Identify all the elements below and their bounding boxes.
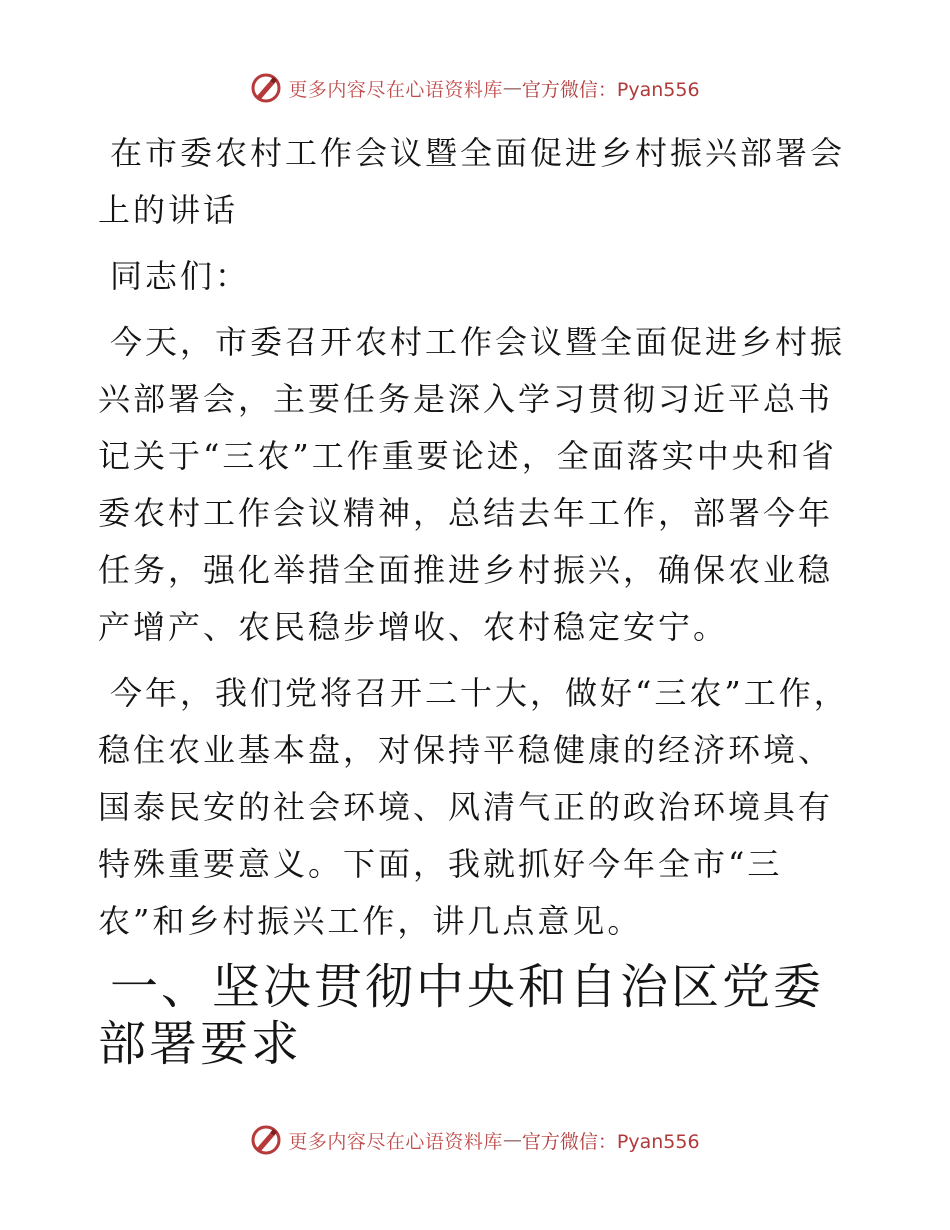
footer-watermark <box>0 1124 950 1156</box>
pen-logo-icon <box>250 1124 282 1156</box>
watermark-separator: — <box>502 1129 522 1151</box>
document-body <box>98 125 850 1073</box>
paragraph-significance: 今年，我们党将召开二十大，做好“三农”工作，稳住农业基本盘，对保持平稳健康的经济环境、国泰民安的社会环境、风清气正的政治环境具有特殊重要意义。下面，我就抓好今年全市“三农”和乡村振兴工作，讲几点意见。 <box>98 674 849 940</box>
header-watermark <box>0 72 950 104</box>
watermark-site-text: 更多内容尽在心语资料库 <box>288 1130 503 1153</box>
watermark-wechat-text: 官方微信：Pyan556 <box>521 78 700 101</box>
watermark-wechat-text: 官方微信：Pyan556 <box>521 1130 700 1153</box>
pen-logo-icon <box>250 72 282 104</box>
salutation: 同志们： <box>110 257 251 295</box>
document-title: 在市委农村工作会议暨全面促进乡村振兴部署会上的讲话 <box>98 134 846 229</box>
watermark-site-text: 更多内容尽在心语资料库 <box>288 78 503 101</box>
paragraph-intro: 今天，市委召开农村工作会议暨全面促进乡村振兴部署会，主要任务是深入学习贯彻习近平总书记关于“三农”工作重要论述，全面落实中央和省委农村工作会议精神，总结去年工作，部署今年任务，强化举措全面推进乡村振兴，确保农业稳产增产、农民稳步增收、农村稳定安宁。 <box>98 323 846 646</box>
watermark-separator: — <box>502 77 522 99</box>
section-heading: 一、坚决贯彻中央和自治区党委部署要求 <box>98 959 825 1072</box>
